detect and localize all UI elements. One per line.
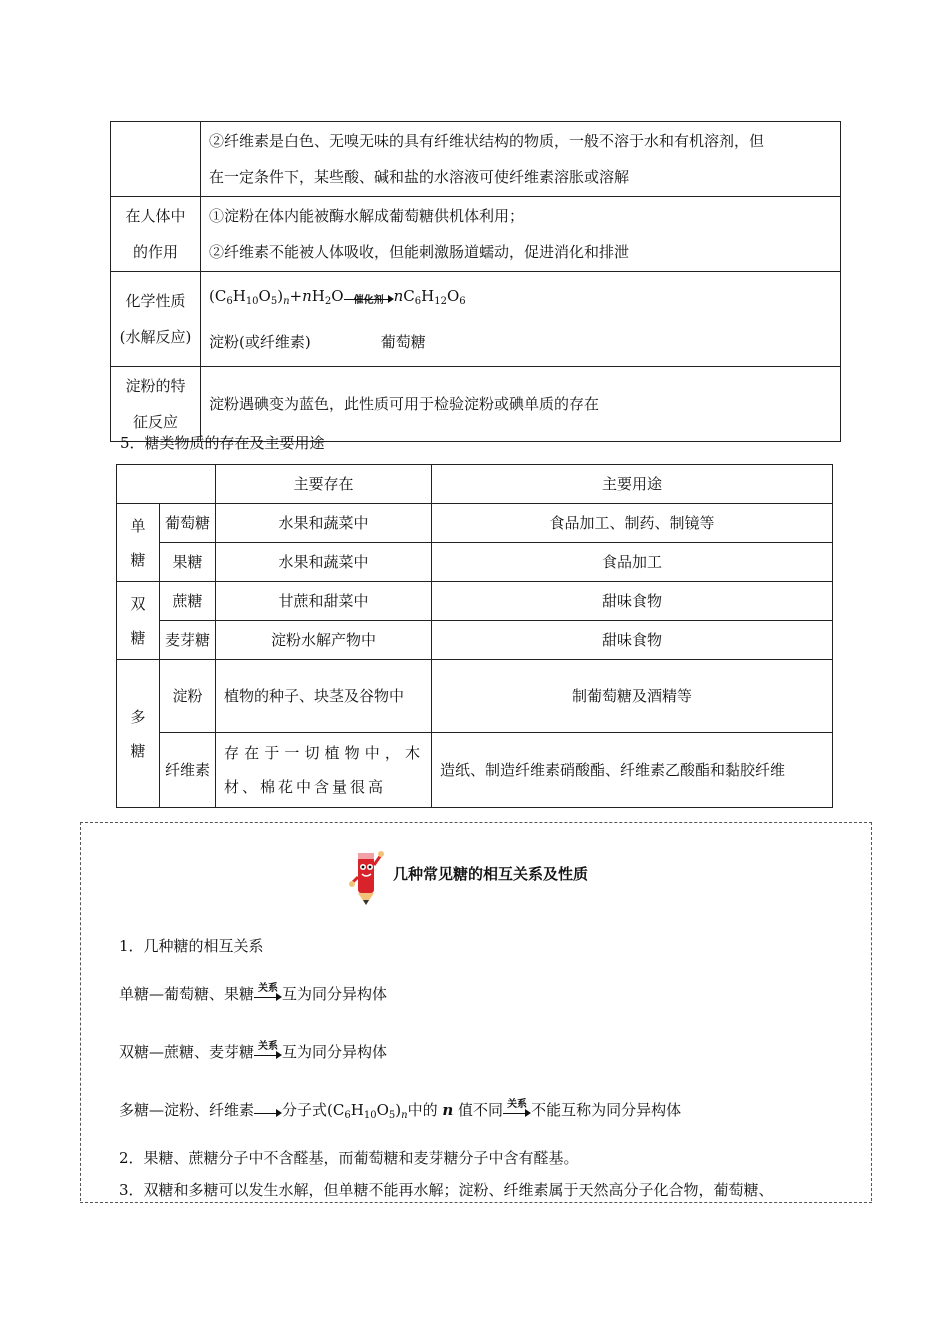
group-label: 多糖	[117, 660, 160, 808]
sugar-usage-table	[116, 464, 833, 808]
relation-left: 单糖—葡萄糖、果糖	[119, 985, 255, 1003]
equation-line: $(C_6H_{10}O_5)_n+nH_2O$ 催化剂 $nC_6H_{12}O_6$	[209, 287, 466, 307]
sugar-name: 蔗糖	[160, 582, 216, 621]
formula-text: 中的	[407, 1101, 438, 1119]
table-row	[111, 122, 841, 197]
note-item-3: 3．双糖和多糖可以发生水解，但单糖不能再水解；淀粉、纤维素属于天然高分子化合物，葡萄糖、	[119, 1181, 774, 1199]
usage-cell: 造纸、制造纤维素硝酸酯、纤维素乙酸酯和黏胶纤维	[432, 733, 833, 808]
product-name: 葡萄糖	[380, 333, 426, 351]
row-content	[201, 122, 841, 197]
usage-cell: 甜味食物	[432, 621, 833, 660]
table-row	[111, 272, 841, 367]
relation-line-disaccharide	[119, 1041, 387, 1062]
existence-cell: 水果和蔬菜中	[216, 543, 432, 582]
formula-text: 值不同	[458, 1101, 504, 1119]
existence-cell: 水果和蔬菜中	[216, 504, 432, 543]
header-cell: 主要用途	[432, 465, 833, 504]
relation-arrow-icon: 关系	[503, 1104, 531, 1118]
usage-cell: 食品加工、制药、制镜等	[432, 504, 833, 543]
label-line: 化学性质	[125, 292, 186, 310]
header-cell	[117, 465, 216, 504]
table-row	[117, 543, 833, 582]
relation-line-polysaccharide: 多糖—淀粉、纤维素 分子式$(C_6H_{10}O_5)_n$中的 n 值不同 关系 不能互称为同分异构体	[119, 1099, 682, 1121]
table-row	[117, 582, 833, 621]
properties-table	[110, 121, 841, 442]
relation-right: 互为同分异构体	[282, 985, 388, 1003]
reaction-arrow-icon: 催化剂	[344, 290, 394, 304]
knowledge-box	[80, 822, 872, 1201]
relation-left: 双糖—蔗糖、麦芽糖	[119, 1043, 255, 1061]
box-title: 几种常见糖的相互关系及性质	[393, 865, 589, 883]
group-label: 单糖	[117, 504, 160, 582]
header-cell: 主要存在	[216, 465, 432, 504]
relation-left: 多糖—淀粉、纤维素	[119, 1101, 255, 1119]
label-line: 的作用	[132, 243, 178, 261]
text-line: ②纤维素是白色、无嗅无味的具有纤维状结构的物质，一般不溶于水和有机溶剂，但	[209, 132, 765, 150]
row-label	[111, 122, 201, 197]
group-label: 双糖	[117, 582, 160, 660]
reactant-name: 淀粉(或纤维素)	[209, 333, 311, 351]
relation-heading: 1．几种糖的相互关系	[119, 937, 264, 955]
label-line: (水解反应)	[119, 328, 192, 346]
pencil-mascot-icon	[349, 843, 385, 907]
text-line: 在一定条件下，某些酸、碱和盐的水溶液可使纤维素溶胀或溶解	[209, 168, 630, 186]
section-title: 5．糖类物质的存在及主要用途	[120, 434, 325, 452]
table-row	[117, 621, 833, 660]
hydrolysis-equation	[201, 272, 841, 367]
relation-right: 不能互称为同分异构体	[531, 1101, 682, 1119]
sugar-name: 果糖	[160, 543, 216, 582]
formula-text: 分子式(C	[282, 1101, 345, 1119]
table-row	[117, 660, 833, 733]
sugar-name: 纤维素	[160, 733, 216, 808]
usage-cell: 甜味食物	[432, 582, 833, 621]
table-row	[117, 504, 833, 543]
relation-arrow-icon: 关系	[254, 1046, 282, 1060]
sugar-name: 淀粉	[160, 660, 216, 733]
label-line: 征反应	[132, 413, 178, 431]
arrow-icon	[254, 1104, 282, 1118]
table-row	[117, 733, 833, 808]
relation-line-monosaccharide	[119, 983, 387, 1004]
sugar-name: 麦芽糖	[160, 621, 216, 660]
table-header-row	[117, 465, 833, 504]
text-line: 淀粉遇碘变为蓝色，此性质可用于检验淀粉或碘单质的存在	[209, 395, 600, 413]
existence-cell: 淀粉水解产物中	[216, 621, 432, 660]
text-line: ①淀粉在体内能被酶水解成葡萄糖供机体利用；	[209, 207, 525, 225]
row-label	[111, 197, 201, 272]
note-item-2: 2．果糖、蔗糖分子中不含醛基，而葡萄糖和麦芽糖分子中含有醛基。	[119, 1149, 579, 1167]
sugar-name: 葡萄糖	[160, 504, 216, 543]
equation-names	[209, 322, 832, 362]
text-line: ②纤维素不能被人体吸收，但能刺激肠道蠕动，促进消化和排泄	[209, 243, 630, 261]
usage-cell: 制葡萄糖及酒精等	[432, 660, 833, 733]
row-content	[201, 197, 841, 272]
relation-right: 互为同分异构体	[282, 1043, 388, 1061]
existence-cell: 植物的种子、块茎及谷物中	[216, 660, 432, 733]
table-row	[111, 197, 841, 272]
existence-cell: 甘蔗和甜菜中	[216, 582, 432, 621]
usage-cell: 食品加工	[432, 543, 833, 582]
label-line: 淀粉的特	[125, 377, 186, 395]
label-line: 在人体中	[125, 207, 186, 225]
existence-cell: 存在于一切植物中，木材、棉花中含量很高	[216, 733, 432, 808]
row-label	[111, 272, 201, 367]
relation-arrow-icon: 关系	[254, 988, 282, 1002]
